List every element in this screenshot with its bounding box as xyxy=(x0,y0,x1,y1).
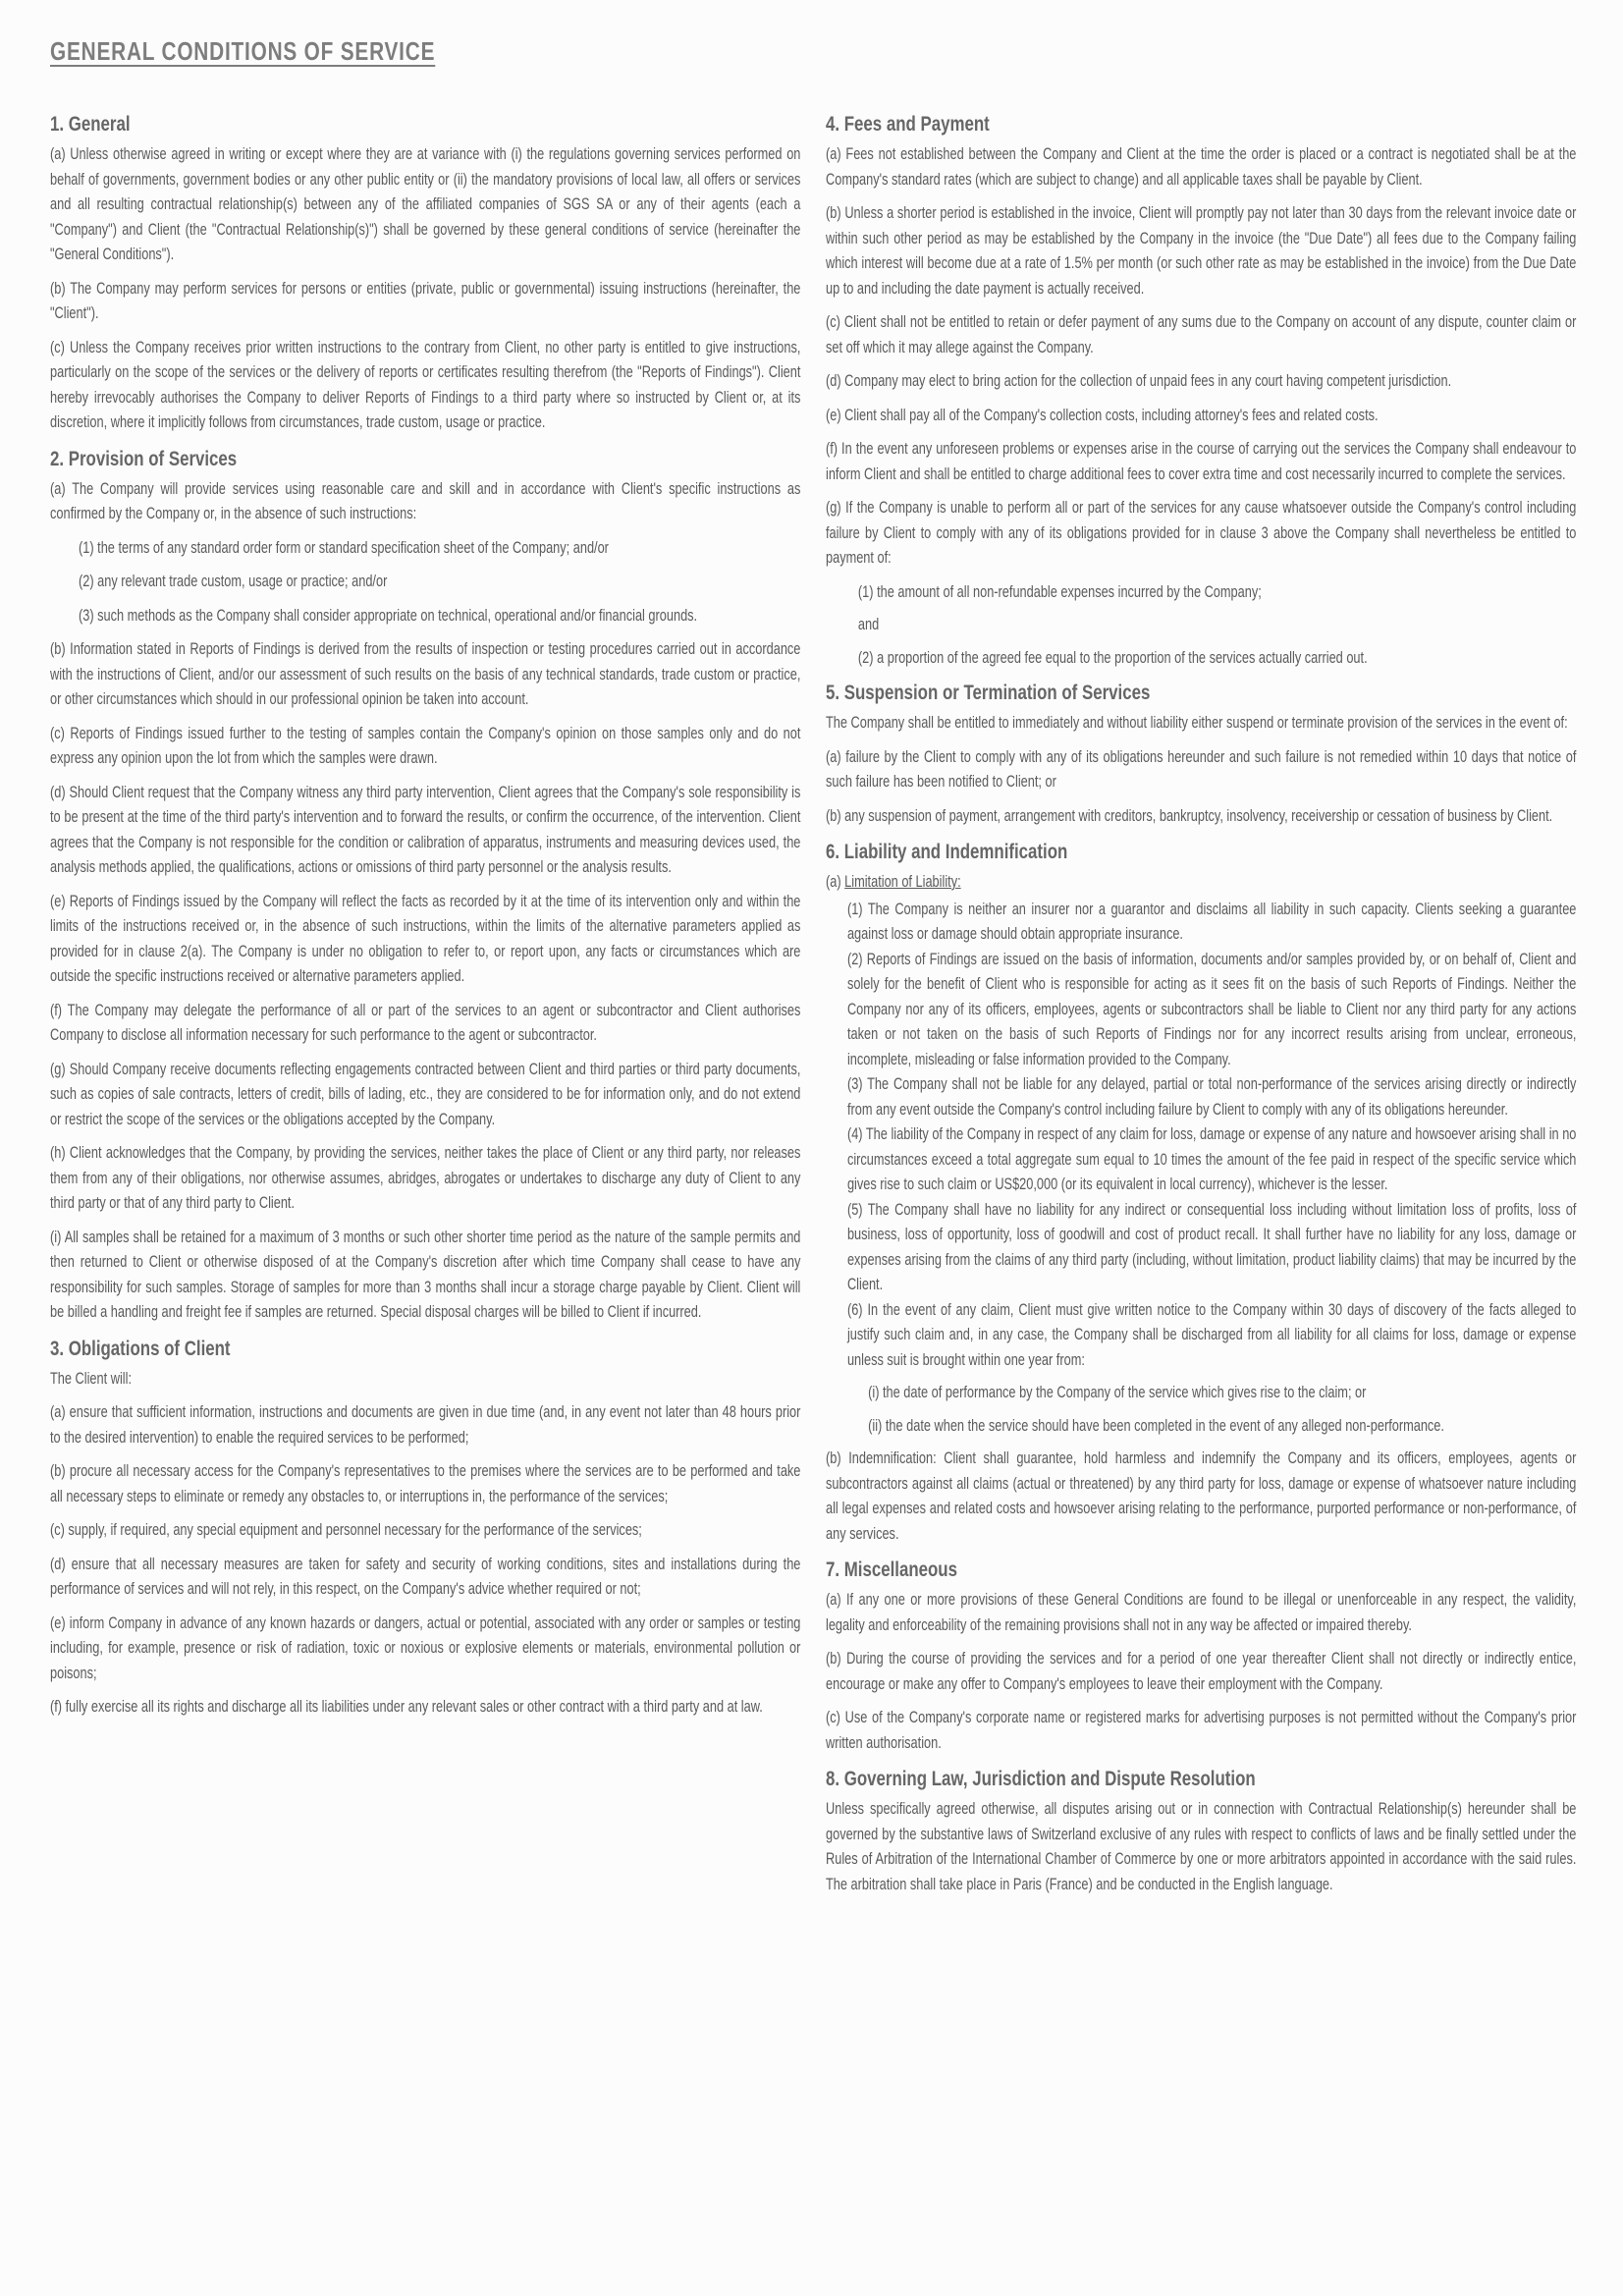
clause-5-intro: The Company shall be entitled to immediately and without liability either suspend or terminate provision of the services in the event of: xyxy=(826,714,1568,732)
section-liability-and-indemnification xyxy=(826,838,1576,1547)
section-heading: 2. Provision of Services xyxy=(50,446,238,470)
clause-7a: (a) If any one or more provisions of these General Conditions are found to be illegal or unenforceable in any respect, the validity, legality and enforceability of the remaining provisions shall not in any way be affected or impaired thereby. xyxy=(826,1591,1577,1634)
clause-3d: (d) ensure that all necessary measures are taken for safety and security of working conditions, sites and installations during the performance of services and will not rely, in this respect, on the Company's advice whether required or not; xyxy=(50,1555,801,1598)
clause-3b: (b) procure all necessary access for the Company's representatives to the premises where the services are to be performed and take all necessary steps to eliminate or remedy any obstacles to, or interruptions in, the performance of the services; xyxy=(50,1462,801,1505)
clause-5a: (a) failure by the Client to comply with any of its obligations hereunder and such failure is not remedied within 10 days that notice of such failure has been notified to Client; or xyxy=(826,747,1577,791)
section-fees-and-payment xyxy=(826,110,1576,671)
section-heading: 4. Fees and Payment xyxy=(826,112,990,136)
clause-4f: (f) In the event any unforeseen problems or expenses arise in the course of carrying out the services the Company shall endeavour to inform Client and shall be entitled to charge additional fees to cover extra time and cost necessarily incurred to complete the services. xyxy=(826,440,1577,483)
clause-2c: (c) Reports of Findings issued further to the testing of samples contain the Company's opinion on those samples only and do not express any opinion upon the lot from which the samples were drawn. xyxy=(50,724,801,767)
section-heading: 7. Miscellaneous xyxy=(826,1558,957,1581)
left-column xyxy=(50,110,800,1729)
clause-2e: (e) Reports of Findings issued by the Company will reflect the facts as recorded by it at the time of its intervention only and within the limits of the instructions received or, in the absence of such instructions, within the limits of the alternative parameters applied as provided for in clause 2(a). The Company is under no obligation to refer to, or report upon, any facts or circumstances which are outside the specific instructions received or alternative parameters applied. xyxy=(50,892,801,985)
clause-6a-5: (5) The Company shall have no liability for any indirect or consequential loss including without limitation loss of profits, loss of business, loss of opportunity, loss of goodwill and cost of product recall. It shall further have no liability for any loss, damage or expenses arising from the claims of any third party (including, without limitation, product liability claims) that may be incurred by the Client. xyxy=(846,1200,1577,1293)
clause-6a-3: (3) The Company shall not be liable for any delayed, partial or total non-performance of the services arising directly or indirectly from any event outside the Company's control including failure by Client to comply with any of its obligations hereunder. xyxy=(846,1075,1577,1119)
clause-1a: (a) Unless otherwise agreed in writing or except where they are at variance with (i) the regulations governing services performed on behalf of governments, government bodies or any other public entity or (ii) the mandatory provisions of local law, all offers or services and all resulting contractual relationship(s) between any of the affiliated companies of SGS SA or any of their agents (each a "Company") and Client (the "Contractual Relationship(s)") shall be governed by these general conditions of service (hereinafter the "General Conditions"). xyxy=(50,145,801,263)
clause-2f: (f) The Company may delegate the performance of all or part of the services to an agent or subcontractor and Client authorises Company to disclose all information necessary for such performance to the agent or subcontractor. xyxy=(50,1001,801,1044)
clause-6a-prefix: (a) xyxy=(826,873,845,891)
clause-2a-1: (1) the terms of any standard order form or standard specification sheet of the Company; and/or xyxy=(79,538,609,557)
clause-3f: (f) fully exercise all its rights and discharge all its liabilities under any relevant sales or other contract with a third party and at law. xyxy=(50,1698,763,1716)
section-heading: 5. Suspension or Termination of Services xyxy=(826,681,1151,704)
clause-3a: (a) ensure that sufficient information, instructions and documents are given in due time (and, in any event not later than 48 hours prior to the desired intervention) to enable the required services to be performed; xyxy=(50,1403,801,1447)
clause-4g: (g) If the Company is unable to perform all or part of the services for any cause whatsoever outside the Company's control including failure by Client to comply with any of its obligations provided for in clause 3 above the Company shall nevertheless be entitled to payment of: xyxy=(826,499,1577,567)
section-general xyxy=(50,110,800,436)
clause-3-intro: The Client will: xyxy=(50,1369,133,1388)
clause-2b: (b) Information stated in Reports of Findings is derived from the results of inspection or testing procedures carried out in accordance with the instructions of Client, and/or our assessment of such results on the basis of any technical standards, trade custom or practice, or other circumstances which should in our professional opinion be taken into account. xyxy=(50,640,801,708)
clause-4g-2: (2) a proportion of the agreed fee equal to the proportion of the services actually carried out. xyxy=(857,648,1368,667)
clause-2a-2: (2) any relevant trade custom, usage or practice; and/or xyxy=(79,573,388,590)
clause-4e: (e) Client shall pay all of the Company's collection costs, including attorney's fees and related costs. xyxy=(826,406,1379,424)
clause-6a-label: Limitation of Liability: xyxy=(844,873,961,891)
clause-1c: (c) Unless the Company receives prior written instructions to the contrary from Client, no other party is entitled to give instructions, particularly on the scope of the services or the delivery of reports or certificates resulting therefrom (the "Reports of Findings"). Client hereby irrevocably authorises the Company to deliver Reports of Findings to a third party where so instructed by Client or, at its discretion, where it implicitly follows from circumstances, trade custom, usage or practice. xyxy=(50,338,801,431)
clause-6a-6-ii: (ii) the date when the service should have been completed in the event of any alleged non-performance. xyxy=(868,1416,1444,1435)
clause-7b: (b) During the course of providing the services and for a period of one year thereafter Client shall not directly or indirectly entice, encourage or make any offer to Company's employees to leave their employment with the Company. xyxy=(826,1650,1577,1693)
clause-6a-6-i: (i) the date of performance by the Company of the service which gives rise to the claim; or xyxy=(868,1384,1367,1401)
clause-6a-1: (1) The Company is neither an insurer nor a guarantor and disclaims all liability in such capacity. Clients seeking a guarantee against loss or damage should obtain appropriate insurance. xyxy=(846,900,1577,943)
section-suspension-or-termination xyxy=(826,679,1576,829)
clause-4g-1: (1) the amount of all non-refundable expenses incurred by the Company; xyxy=(857,582,1262,601)
clause-8-body: Unless specifically agreed otherwise, all disputes arising out or in connection with Contractual Relationship(s) hereunder shall be governed by the substantive laws of Switzerland exclusive of any rules with respect to conflicts of laws and be finally settled under the Rules of Arbitration of the International Chamber of Commerce by one or more arbitrators appointed in accordance with the said rules. The arbitration shall take place in Paris (France) and be conducted in the English language. xyxy=(826,1800,1577,1893)
section-heading: 6. Liability and Indemnification xyxy=(826,840,1068,863)
clause-3c: (c) supply, if required, any special equipment and personnel necessary for the performance of the services; xyxy=(50,1521,642,1539)
clause-4g-and: and xyxy=(857,616,880,633)
clause-4d: (d) Company may elect to bring action for the collection of unpaid fees in any court having competent jurisdiction. xyxy=(826,372,1452,390)
clause-2a-3: (3) such methods as the Company shall consider appropriate on technical, operational and/or financial grounds. xyxy=(79,606,698,625)
clause-4a: (a) Fees not established between the Company and Client at the time the order is placed or a contract is negotiated shall be at the Company's standard rates (which are subject to change) and all applicable taxes shall be payable by Client. xyxy=(826,145,1577,189)
section-heading: 3. Obligations of Client xyxy=(50,1336,231,1360)
document-title: GENERAL CONDITIONS OF SERVICE xyxy=(50,36,436,66)
right-column xyxy=(826,110,1576,1906)
clause-1b: (b) The Company may perform services for persons or entities (private, public or governmental) issuing instructions (hereinafter, the "Client"). xyxy=(50,279,801,322)
clause-4c: (c) Client shall not be entitled to retain or defer payment of any sums due to the Company on account of any dispute, counter claim or set off which it may allege against the Company. xyxy=(826,313,1577,356)
clause-6b: (b) Indemnification: Client shall guarantee, hold harmless and indemnify the Company and its officers, employees, agents or subcontractors against all claims (actual or threatened) by any third party for loss, damage or expense of whatsoever nature including all legal expenses and related costs and howsoever arising relating to the performance, purported performance or non-performance, of any services. xyxy=(826,1449,1577,1543)
clause-6a-2: (2) Reports of Findings are issued on the basis of information, documents and/or samples provided by, or on behalf of, Client and solely for the benefit of Client who is responsible for acting as it sees fit on the basis of such Reports of Findings. Neither the Company nor any of its officers, employees, agents or subcontractors shall be liable to Client nor any third party for any actions taken or not taken on the basis of such Reports of Findings nor for any incorrect results arising from unclear, erroneous, incomplete, misleading or false information provided to the Company. xyxy=(846,950,1577,1068)
clause-5b: (b) any suspension of payment, arrangement with creditors, bankruptcy, insolvency, receivership or cessation of business by Client. xyxy=(826,806,1553,825)
section-heading: 8. Governing Law, Jurisdiction and Dispute Resolution xyxy=(826,1767,1256,1790)
section-obligations-of-client xyxy=(50,1335,800,1721)
clause-6a xyxy=(826,870,1576,896)
clause-4b: (b) Unless a shorter period is established in the invoice, Client will promptly pay not later than 30 days from the relevant invoice date or within such other period as may be established by the Company in the invoice (the "Due Date") all fees due to the Company failing which interest will become due at a rate of 1.5% per month (or such other rate as may be established in the invoice) from the Due Date up to and including the date payment is actually received. xyxy=(826,204,1577,298)
clause-2g: (g) Should Company receive documents reflecting engagements contracted between Client and third parties or third party documents, such as copies of sale contracts, letters of credit, bills of lading, etc., they are considered to be for information only, and do not extend or restrict the scope of the services or the obligations accepted by the Company. xyxy=(50,1060,801,1128)
clause-6a-6: (6) In the event of any claim, Client must give written notice to the Company within 30 days of discovery of the facts alleged to justify such claim and, in any case, the Company shall be discharged from all liability for all claims for loss, damage or expense unless suit is brought within one year from: xyxy=(846,1300,1577,1369)
clause-2a: (a) The Company will provide services using reasonable care and skill and in accordance with Client's specific instructions as confirmed by the Company or, in the absence of such instructions: xyxy=(50,479,801,522)
clause-6a-4: (4) The liability of the Company in respect of any claim for loss, damage or expense of any nature and howsoever arising shall in no circumstances exceed a total aggregate sum equal to 10 times the amount of the fee paid in respect of the specific service which gives rise to such claim or US$20,000 (or its equivalent in local currency), whichever is the lesser. xyxy=(846,1125,1577,1193)
section-heading: 1. General xyxy=(50,112,131,136)
clause-7c: (c) Use of the Company's corporate name or registered marks for advertising purposes is not permitted without the Company's prior written authorisation. xyxy=(826,1709,1577,1752)
section-miscellaneous xyxy=(826,1556,1576,1756)
clause-2h: (h) Client acknowledges that the Company, by providing the services, neither takes the place of Client or any third party, nor releases them from any of their obligations, nor otherwise assumes, abridges, abrogates or undertakes to discharge any duty of Client to any third party or that of any third party to Client. xyxy=(50,1144,801,1212)
clause-2i: (i) All samples shall be retained for a maximum of 3 months or such other shorter time period as the nature of the sample permits and then returned to Client or otherwise disposed of at the Company's discretion after which time Company shall cease to have any responsibility for such samples. Storage of samples for more than 3 months shall incur a storage charge payable by Client. Client will be billed a handling and freight fee if samples are returned. Special disposal charges will be billed to Client if incurred. xyxy=(50,1228,801,1321)
section-provision-of-services xyxy=(50,445,800,1326)
clause-2d: (d) Should Client request that the Company witness any third party intervention, Client agrees that the Company's sole responsibility is to be present at the time of the third party's intervention and to forward the results, or confirm the occurrence, of the intervention. Client agrees that the Company is not responsible for the condition or calibration of apparatus, instruments and measuring devices used, the analysis methods applied, the qualifications, actions or omissions of third party personnel or the analysis results. xyxy=(50,783,801,876)
section-governing-law xyxy=(826,1765,1576,1897)
clause-3e: (e) inform Company in advance of any known hazards or dangers, actual or potential, associated with any order or samples or testing including, for example, presence or risk of radiation, toxic or noxious or explosive elements or materials, environmental pollution or poisons; xyxy=(50,1613,801,1682)
